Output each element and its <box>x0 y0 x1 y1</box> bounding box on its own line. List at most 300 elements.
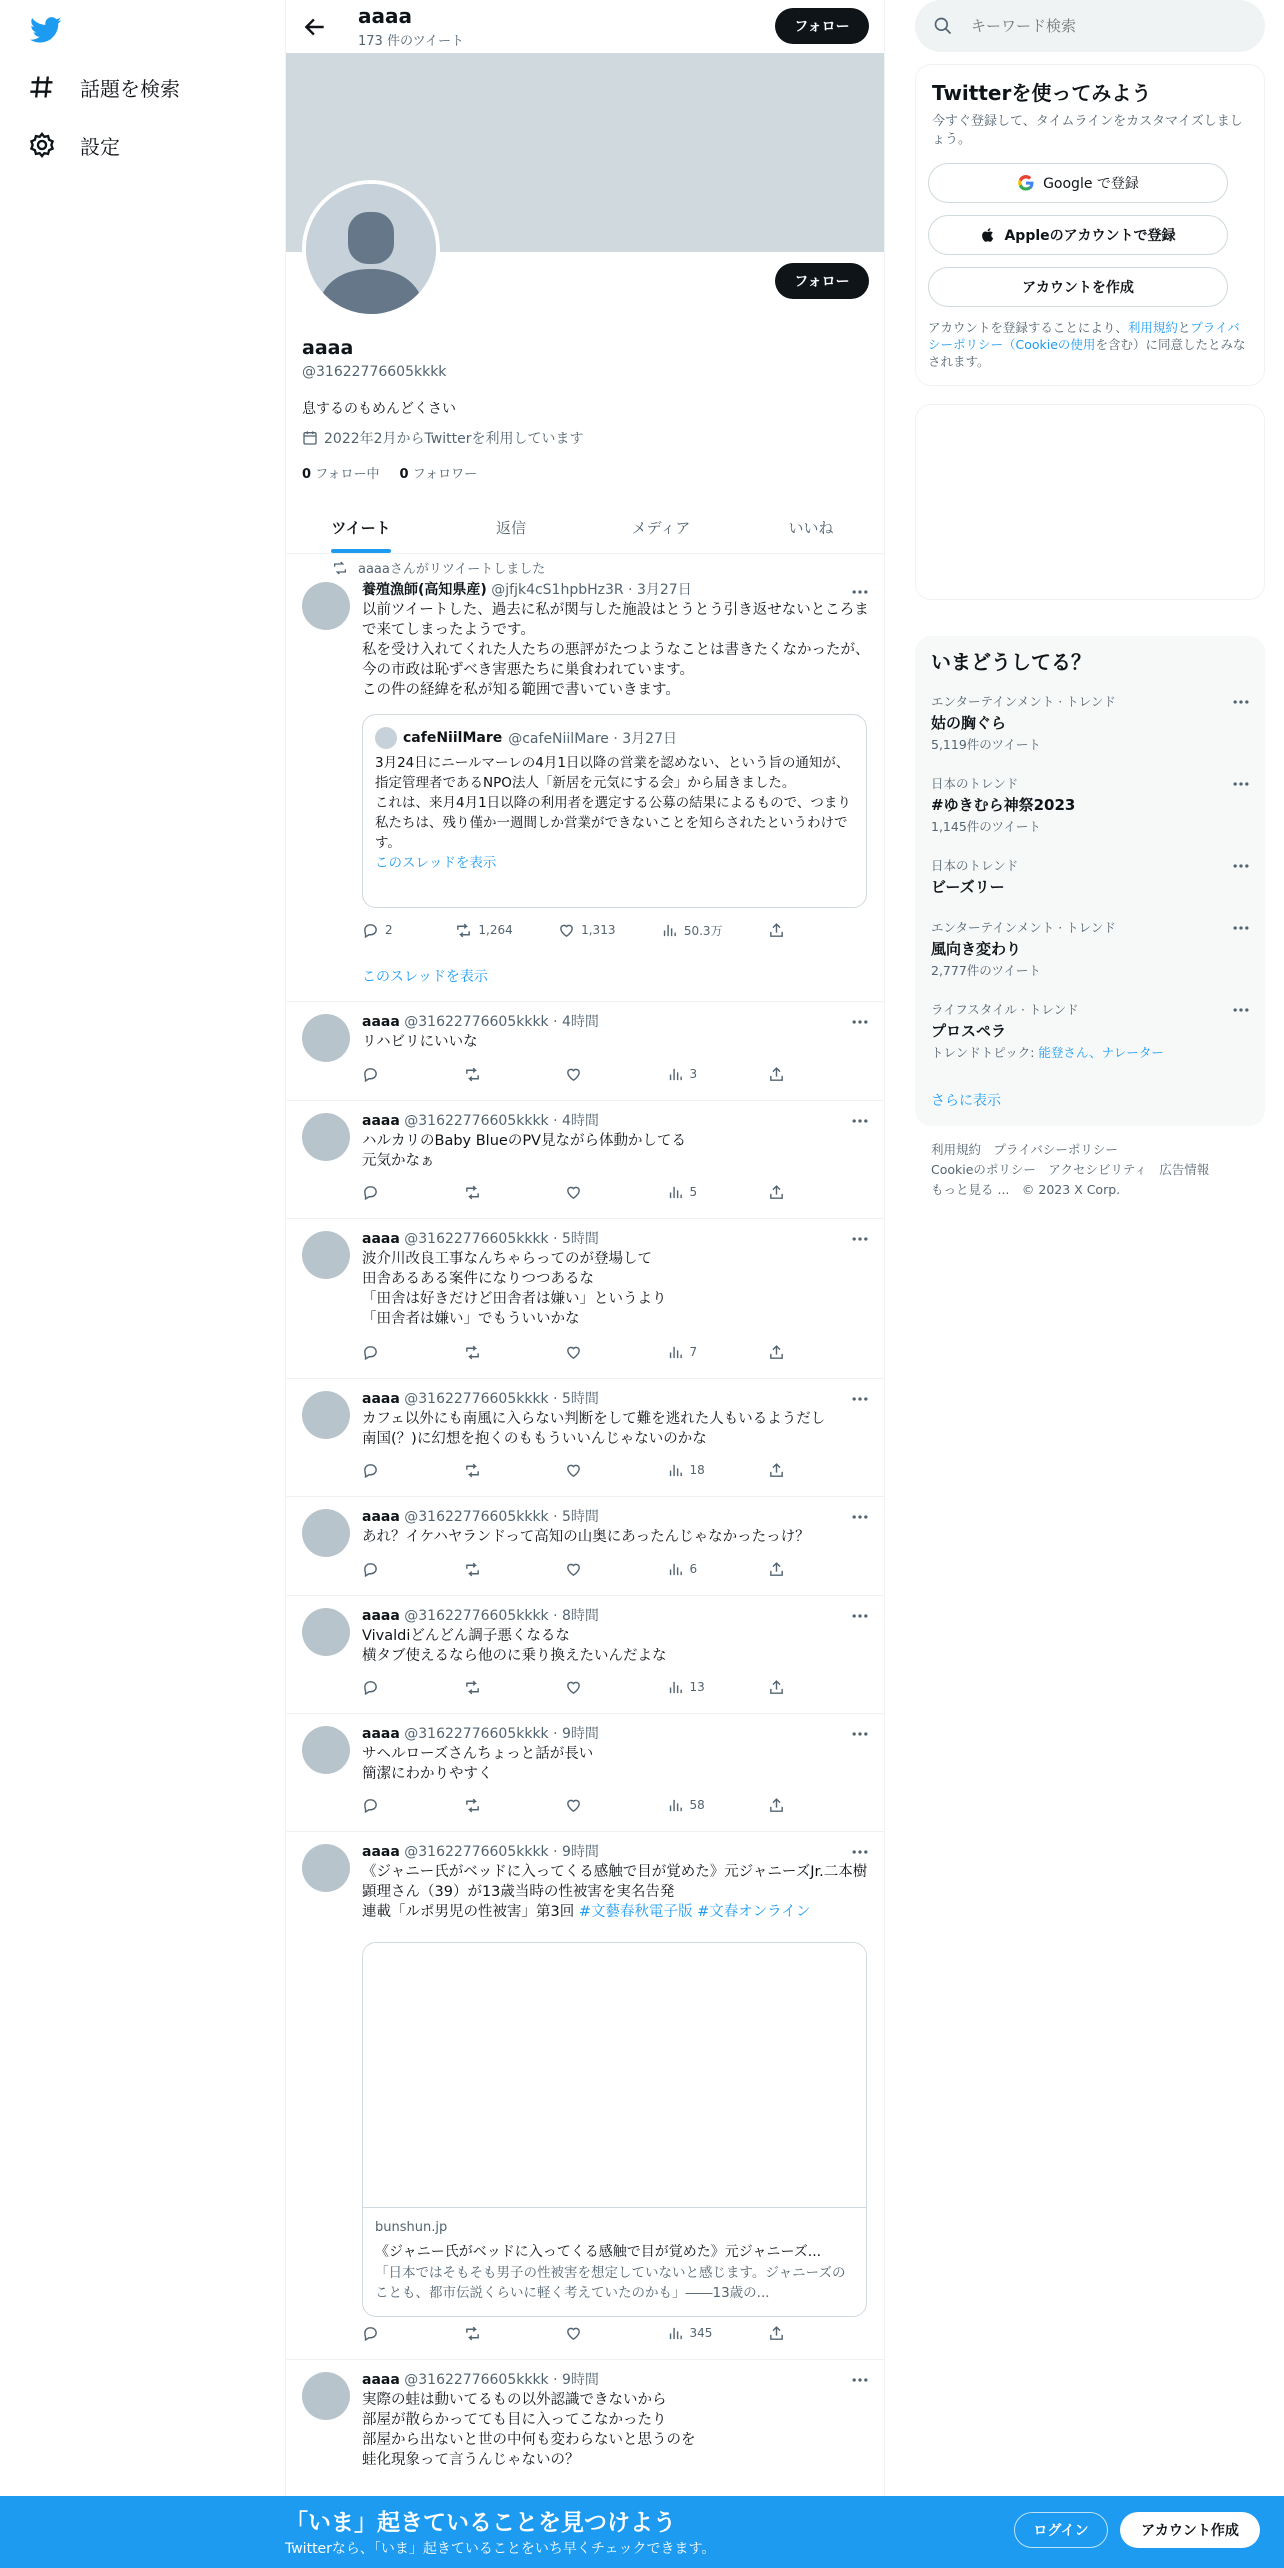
tweet-actions <box>362 920 788 940</box>
share-button[interactable] <box>768 1344 788 1361</box>
signup-button[interactable]: アカウント作成 <box>1120 2512 1260 2548</box>
twitter-logo-icon[interactable] <box>28 14 64 46</box>
tweet-meta: @31622776605kkkk · 9時間 <box>404 1844 599 1860</box>
views-button[interactable] <box>661 922 723 939</box>
tweet-meta: @31622776605kkkk · 4時間 <box>404 1014 599 1030</box>
tweet-meta: @31622776605kkkk · 9時間 <box>404 1726 599 1742</box>
trend-item[interactable] <box>931 1000 1251 1061</box>
tweet-header <box>362 1111 872 1131</box>
followers-count: 0 <box>399 467 409 482</box>
quote-show-thread-link[interactable]: このスレッドを表示 <box>375 855 497 871</box>
trend-category: エンターテインメント · トレンド <box>931 920 1116 935</box>
tweet-text <box>362 1626 872 1666</box>
like-button[interactable] <box>565 1344 613 1361</box>
apple-signup-label: Appleのアカウントで登録 <box>1004 228 1176 244</box>
nav-explore-label: 話題を検索 <box>80 76 180 101</box>
avatar[interactable] <box>302 582 350 630</box>
login-button[interactable]: ログイン <box>1014 2512 1108 2548</box>
tab-likes[interactable]: いいね <box>788 518 834 537</box>
signup-card <box>915 64 1265 386</box>
views-count: 7 <box>689 1345 698 1359</box>
reply-button[interactable] <box>362 2325 410 2342</box>
retweet-small-icon <box>332 560 348 576</box>
quote-text-body: 3月24日にニールマーレの4月1日以降の営業を認めない、という旨の通知が、指定管理者であるNPO法人「新居を元気にする会」から届きました。 これは、来月4月1日以降の利用者を選定する公募の結果によるもので、つまり私たちは、残り僅か一週間しか営業ができないことを知らされたというわけです。 <box>375 755 851 851</box>
tab-media[interactable]: メディア <box>631 518 691 537</box>
empty-card <box>915 404 1265 600</box>
bottom-bar-subtitle: Twitterなら、「いま」起きていることをいち早くチェックできます。 <box>285 2541 716 2557</box>
views-count: 345 <box>689 2326 713 2340</box>
profile-joined-text: 2022年2月からTwitterを利用しています <box>324 431 584 447</box>
avatar[interactable] <box>302 1231 350 1279</box>
share-button[interactable] <box>768 2325 788 2342</box>
share-button[interactable] <box>768 1184 788 1201</box>
retweet-button[interactable] <box>464 1561 512 1578</box>
share-button[interactable] <box>768 922 788 939</box>
following-label: フォロー中 <box>315 467 380 482</box>
views-button[interactable] <box>667 2325 715 2342</box>
share-icon <box>768 1184 785 1201</box>
tweet-text-body: カフェ以外にも南風に入らない判断をして難を逃れた人もいるようだし 南国(？)に幻想を抱くのももういいんじゃないのかな <box>362 1411 826 1447</box>
more-icon[interactable] <box>850 582 870 602</box>
reply-button[interactable] <box>362 922 410 939</box>
signup-legal <box>928 319 1248 370</box>
like-button[interactable] <box>565 1561 613 1578</box>
retweet-note-text: aaaaさんがリツイートしました <box>358 562 546 577</box>
tweet-text <box>362 1131 872 1171</box>
trend-item[interactable] <box>931 856 1251 897</box>
tweet-header <box>362 1724 872 1744</box>
reply-button[interactable] <box>362 1066 410 1083</box>
reply-button[interactable] <box>362 1344 410 1361</box>
tweet-author-name[interactable]: aaaa <box>362 1113 400 1129</box>
apple-icon <box>980 226 996 244</box>
views-icon <box>667 2325 684 2342</box>
tweet-actions <box>362 1460 788 1480</box>
avatar[interactable] <box>302 2372 350 2420</box>
retweet-icon <box>464 1184 481 1201</box>
views-button[interactable] <box>667 1797 715 1814</box>
tweet-text-body: ハルカリのBaby BlueのPV見ながら体動かしてる 元気かなぁ <box>362 1133 686 1169</box>
like-button[interactable] <box>565 1066 613 1083</box>
trend-topic-links[interactable]: 能登さん、ナレーター <box>1038 1045 1164 1060</box>
tweet[interactable] <box>286 1832 885 2360</box>
link-card[interactable] <box>362 1942 867 2317</box>
heart-icon <box>565 1184 582 1201</box>
like-button[interactable] <box>565 1462 613 1479</box>
quote-header <box>375 727 677 749</box>
calendar-icon <box>302 430 318 446</box>
share-icon <box>768 1462 785 1479</box>
retweet-button[interactable] <box>464 1184 512 1201</box>
tweet-author-name[interactable]: aaaa <box>362 1231 400 1247</box>
retweet-icon <box>464 1344 481 1361</box>
tab-tweets[interactable]: ツイート <box>286 501 436 553</box>
more-icon[interactable] <box>1231 856 1251 876</box>
tweet-text-body: 《ジャニー氏がベッドに入ってくる感触で目が覚めた》元ジャニーズJr.二本樹顕理さん（39）が13歳当時の性被害を実名告発 連載「ルポ男児の性被害」第3回 <box>362 1864 868 1920</box>
quote-meta: @cafeNiilMare · 3月27日 <box>508 731 677 747</box>
heart-icon <box>565 1797 582 1814</box>
tweet-body <box>362 1389 872 1449</box>
header-tweet-count: 173 件のツイート <box>358 34 465 49</box>
tweet-body <box>362 1111 872 1171</box>
trend-item[interactable] <box>931 692 1251 753</box>
share-button[interactable] <box>768 1561 788 1578</box>
tweet-text <box>362 1409 872 1449</box>
reply-icon <box>362 1462 379 1479</box>
more-icon[interactable] <box>850 1724 870 1744</box>
reply-icon <box>362 1561 379 1578</box>
legal-text-3: を含む）に同意したとみなされます。 <box>928 337 1246 369</box>
trend-count: 5,119件のツイート <box>931 737 1041 752</box>
heart-icon <box>565 1066 582 1083</box>
tweet-text-body: あれ？イケハヤランドって高知の山奥にあったんじゃなかったっけ？ <box>362 1529 810 1545</box>
reply-button[interactable] <box>362 1797 410 1814</box>
search-input[interactable] <box>971 10 1251 42</box>
retweet-button[interactable] <box>464 1344 512 1361</box>
show-thread-link[interactable]: このスレッドを表示 <box>362 969 488 985</box>
profile-bio: 息するのもめんどくさい <box>302 401 456 417</box>
trends-card <box>915 636 1265 1126</box>
tweet-author-name[interactable]: aaaa <box>362 2372 400 2388</box>
avatar[interactable] <box>302 1391 350 1439</box>
views-icon <box>661 922 678 939</box>
tweet-author-name[interactable]: aaaa <box>362 1391 400 1407</box>
views-icon <box>667 1797 684 1814</box>
share-button[interactable] <box>768 1679 788 1696</box>
retweet-icon <box>464 1462 481 1479</box>
tweet-body <box>362 1724 872 1784</box>
like-button[interactable] <box>565 1679 613 1696</box>
trend-count: 2,777件のツイート <box>931 963 1041 978</box>
tweet-author-name[interactable]: aaaa <box>362 1608 400 1624</box>
show-more-trends[interactable]: さらに表示 <box>931 1093 1001 1109</box>
retweet-button[interactable] <box>464 1797 512 1814</box>
more-icon[interactable] <box>850 2370 870 2390</box>
tweet-meta: @jfjk4cS1hpbHz3R · 3月27日 <box>491 582 692 598</box>
tweet-body <box>362 580 872 700</box>
tweet-actions <box>362 2323 788 2343</box>
heart-icon <box>565 2325 582 2342</box>
more-icon[interactable] <box>1231 692 1251 712</box>
profile-joined <box>302 428 583 448</box>
tweet-author-name[interactable]: aaaa <box>362 1844 400 1860</box>
retweet-button[interactable] <box>455 922 512 939</box>
tweet-header <box>362 1507 872 1527</box>
views-button[interactable] <box>667 1462 715 1479</box>
footer-line-3[interactable]: もっと見る ... © 2023 X Corp. <box>931 1182 1121 1197</box>
trend-name: 姑の胸ぐら <box>931 714 1007 732</box>
more-icon[interactable] <box>850 1111 870 1131</box>
profile-follow-stats <box>302 463 477 482</box>
gear-icon <box>28 131 56 159</box>
like-button[interactable] <box>565 2325 613 2342</box>
more-icon[interactable] <box>850 1012 870 1032</box>
trend-name: プロスペラ <box>931 1022 1007 1040</box>
reply-icon <box>362 2325 379 2342</box>
views-icon <box>667 1679 684 1696</box>
default-avatar-icon <box>306 184 436 314</box>
tweet-text <box>362 1862 872 1922</box>
tweet-text <box>362 2390 872 2470</box>
more-icon[interactable] <box>1231 774 1251 794</box>
reply-icon <box>362 1679 379 1696</box>
footer-line-1[interactable]: 利用規約 プライバシーポリシー <box>931 1142 1118 1157</box>
tweet[interactable] <box>286 1497 885 1596</box>
link-card-image <box>363 1943 866 2208</box>
reply-icon <box>362 1797 379 1814</box>
tweet-header <box>362 1229 872 1249</box>
tweet-text <box>362 1744 872 1784</box>
like-button[interactable] <box>565 1797 613 1814</box>
quote-text <box>375 753 857 873</box>
tweet-text-body: Vivaldiどんどん調子悪くなるな 横タブ使えるなら他のに乗り換えたいんだよな <box>362 1628 667 1664</box>
google-signup-label: Google で登録 <box>1043 176 1139 192</box>
views-icon <box>667 1561 684 1578</box>
tweet-actions <box>362 1559 788 1579</box>
views-count: 50.3万 <box>683 923 723 938</box>
tweet-actions <box>362 1677 788 1697</box>
heart-icon <box>565 1462 582 1479</box>
retweet-icon <box>464 1066 481 1083</box>
avatar[interactable] <box>302 1726 350 1774</box>
retweet-note <box>332 558 545 577</box>
following-link[interactable] <box>302 463 380 482</box>
quote-tweet[interactable] <box>362 714 867 908</box>
retweet-icon <box>464 2325 481 2342</box>
tweet-header <box>362 580 872 600</box>
retweet-button[interactable] <box>464 1679 512 1696</box>
tweet-body <box>362 1012 872 1052</box>
heart-icon <box>565 1344 582 1361</box>
tab-replies[interactable]: 返信 <box>495 518 526 537</box>
tweet-retweeted[interactable] <box>286 554 885 1002</box>
reply-button[interactable] <box>362 1184 410 1201</box>
tweet-header <box>362 1389 872 1409</box>
apple-signup-button[interactable] <box>928 215 1228 255</box>
tweet[interactable] <box>286 1379 885 1497</box>
followers-label: フォロワー <box>412 467 478 482</box>
tweet-text-body: 実際の蛙は動いてるもの以外認識できないから 部屋が散らかってても目に入ってこなかったり 部屋から出ないと世の中何も変わらないと思うのを 蛙化現象って言うんじゃないの？ <box>362 2392 696 2468</box>
tweet-body <box>362 1842 872 1922</box>
like-button[interactable] <box>565 1184 613 1201</box>
avatar[interactable] <box>302 1608 350 1656</box>
profile-follow-button[interactable]: フォロー <box>775 263 869 299</box>
tweet-body <box>362 1229 872 1329</box>
trend-count: 1,145件のツイート <box>931 819 1041 834</box>
tweet-body <box>362 1507 872 1547</box>
terms-link[interactable]: 利用規約 <box>1127 320 1178 335</box>
reply-icon <box>362 1066 379 1083</box>
like-count: 1,313 <box>581 923 616 937</box>
bottom-bar-title: 「いま」起きていることを見つけよう <box>285 2510 676 2536</box>
views-count: 18 <box>689 1463 705 1477</box>
retweet-button[interactable] <box>464 1066 512 1083</box>
reply-button[interactable] <box>362 1561 410 1578</box>
tweet-text <box>362 1032 872 1052</box>
legal-text-2: と <box>1177 320 1191 335</box>
reply-count: 2 <box>385 923 393 937</box>
tweet-author-name[interactable]: aaaa <box>362 1509 400 1525</box>
retweet-icon <box>464 1679 481 1696</box>
trend-category: 日本のトレンド <box>931 858 1019 873</box>
tweet-header <box>362 2370 872 2390</box>
hashtag-icon <box>28 73 56 101</box>
trend-category: ライフスタイル · トレンド <box>931 1002 1079 1017</box>
more-icon[interactable] <box>1231 1000 1251 1020</box>
hashtag-link[interactable]: #文春オンライン <box>697 1904 811 1920</box>
share-button[interactable] <box>768 1066 788 1083</box>
back-arrow-icon[interactable] <box>302 14 328 40</box>
tweet-header <box>362 1842 872 1862</box>
avatar[interactable] <box>302 1014 350 1062</box>
tweet-header <box>362 1012 872 1032</box>
reply-icon <box>362 1344 379 1361</box>
quote-author-name: cafeNiilMare <box>403 730 503 746</box>
views-icon <box>667 1184 684 1201</box>
link-card-domain: bunshun.jp <box>375 2220 448 2235</box>
profile-avatar[interactable] <box>302 180 440 318</box>
legal-text-1: アカウントを登録することにより、 <box>928 320 1128 335</box>
search-box[interactable] <box>915 0 1265 52</box>
share-button[interactable] <box>768 1462 788 1479</box>
tweet-meta: @31622776605kkkk · 5時間 <box>404 1391 599 1407</box>
create-account-button[interactable]: アカウントを作成 <box>928 267 1228 307</box>
views-button[interactable] <box>667 1184 715 1201</box>
nav-settings-label: 設定 <box>80 134 120 159</box>
tweet-header <box>362 1606 872 1626</box>
views-button[interactable] <box>667 1344 715 1361</box>
more-icon[interactable] <box>850 1507 870 1527</box>
reply-button[interactable] <box>362 1679 410 1696</box>
tweet-actions <box>362 1182 788 1202</box>
more-icon[interactable] <box>1231 918 1251 938</box>
more-icon[interactable] <box>850 1229 870 1249</box>
views-button[interactable] <box>667 1679 715 1696</box>
followers-link[interactable] <box>400 463 478 482</box>
trend-item[interactable] <box>931 918 1251 979</box>
views-count: 58 <box>689 1798 705 1812</box>
more-icon[interactable] <box>850 1842 870 1862</box>
google-signup-button[interactable] <box>928 163 1228 203</box>
link-card-description: 「日本ではそもそも男子の性被害を想定していないと感じます。ジャニーズのことも、都市伝説くらいに軽く考えていたのかも」――13歳の... <box>375 2265 846 2301</box>
trends-title: いまどうしてる？ <box>931 650 1091 674</box>
signup-subtitle: 今すぐ登録して、タイムラインをカスタマイズしましょう。 <box>932 114 1243 147</box>
signup-title: Twitterを使ってみよう <box>932 81 1152 105</box>
tweet[interactable] <box>286 1219 885 1379</box>
trend-topic-label: トレンドトピック: <box>931 1045 1039 1060</box>
following-count: 0 <box>302 467 312 482</box>
views-count: 13 <box>689 1680 705 1694</box>
views-count: 5 <box>689 1185 698 1199</box>
more-icon[interactable] <box>850 1606 870 1626</box>
retweet-icon <box>464 1561 481 1578</box>
tweet-author-name[interactable]: aaaa <box>362 1014 400 1030</box>
share-icon <box>768 1561 785 1578</box>
reply-icon <box>362 922 379 939</box>
views-button[interactable] <box>667 1561 715 1578</box>
retweet-count: 1,264 <box>478 923 513 937</box>
avatar[interactable] <box>302 1844 350 1892</box>
tweet[interactable] <box>286 1002 885 1101</box>
tweet[interactable] <box>286 1596 885 1714</box>
share-icon <box>768 1344 785 1361</box>
tweet[interactable] <box>286 1101 885 1219</box>
privacy-link[interactable]: プライバシーポリシー（Cookieの使用 <box>928 320 1240 352</box>
trend-name: ビーズリー <box>931 878 1005 896</box>
tweet[interactable] <box>286 1714 885 1832</box>
trend-item[interactable] <box>931 774 1251 835</box>
tweet-text <box>362 1527 872 1547</box>
tweet-body <box>362 2370 872 2470</box>
trend-category: エンターテインメント · トレンド <box>931 694 1116 709</box>
tweet-meta: @31622776605kkkk · 5時間 <box>404 1231 599 1247</box>
views-count: 3 <box>689 1067 698 1081</box>
share-button[interactable] <box>768 1797 788 1814</box>
retweet-icon <box>464 1797 481 1814</box>
share-icon <box>768 922 785 939</box>
views-icon <box>667 1066 684 1083</box>
views-icon <box>667 1344 684 1361</box>
tweet-author-name[interactable]: 養殖漁師(高知県産) <box>362 582 487 598</box>
retweet-button[interactable] <box>464 2325 512 2342</box>
tweet-meta: @31622776605kkkk · 4時間 <box>404 1113 599 1129</box>
trend-name: 風向き変わり <box>931 940 1022 958</box>
retweet-button[interactable] <box>464 1462 512 1479</box>
tweet-meta: @31622776605kkkk · 8時間 <box>404 1608 599 1624</box>
more-icon[interactable] <box>850 1389 870 1409</box>
views-count: 6 <box>689 1562 698 1576</box>
reply-button[interactable] <box>362 1462 410 1479</box>
heart-icon <box>565 1561 582 1578</box>
share-icon <box>768 1066 785 1083</box>
search-icon <box>933 16 953 36</box>
tweet-meta: @31622776605kkkk · 5時間 <box>404 1509 599 1525</box>
profile-column <box>285 0 885 2568</box>
tweet-actions <box>362 1064 788 1084</box>
tweet-author-name[interactable]: aaaa <box>362 1726 400 1742</box>
share-icon <box>768 1797 785 1814</box>
nav-settings[interactable] <box>28 121 120 169</box>
header-follow-button[interactable]: フォロー <box>775 8 869 44</box>
profile-name: aaaa <box>302 337 354 359</box>
heart-icon <box>558 922 575 939</box>
tweet-meta: @31622776605kkkk · 9時間 <box>404 2372 599 2388</box>
nav-explore[interactable] <box>28 63 180 111</box>
footer-links <box>931 1140 1251 1200</box>
trend-category: 日本のトレンド <box>931 776 1019 791</box>
views-icon <box>667 1462 684 1479</box>
footer-line-2[interactable]: Cookieのポリシー アクセシビリティ 広告情報 <box>931 1162 1210 1177</box>
share-icon <box>768 1679 785 1696</box>
google-icon <box>1017 174 1035 192</box>
reply-icon <box>362 1184 379 1201</box>
hashtag-link[interactable]: #文藝春秋電子版 <box>578 1904 693 1920</box>
retweet-icon <box>455 922 472 939</box>
trend-count <box>931 1043 1251 1061</box>
tweet-text-body: リハビリにいいな <box>362 1034 478 1050</box>
views-button[interactable] <box>667 1066 715 1083</box>
like-button[interactable] <box>558 922 615 939</box>
avatar[interactable] <box>302 1113 350 1161</box>
tweet-actions <box>362 1342 788 1362</box>
tweet-text-body: 波介川改良工事なんちゃらってのが登場して 田舎あるある案件になりつつあるな 「田舎は好きだけど田舎者は嫌い」というより 「田舎者は嫌い」でもういいかな <box>362 1251 667 1327</box>
tweet-body <box>362 1606 872 1666</box>
profile-tabs <box>286 501 885 554</box>
profile-handle: @31622776605kkkk <box>302 364 447 380</box>
avatar[interactable] <box>302 1509 350 1557</box>
link-card-title: 《ジャニー氏がベッドに入ってくる感触で目が覚めた》元ジャニーズ... <box>375 2244 822 2260</box>
header-name: aaaa <box>358 4 412 28</box>
